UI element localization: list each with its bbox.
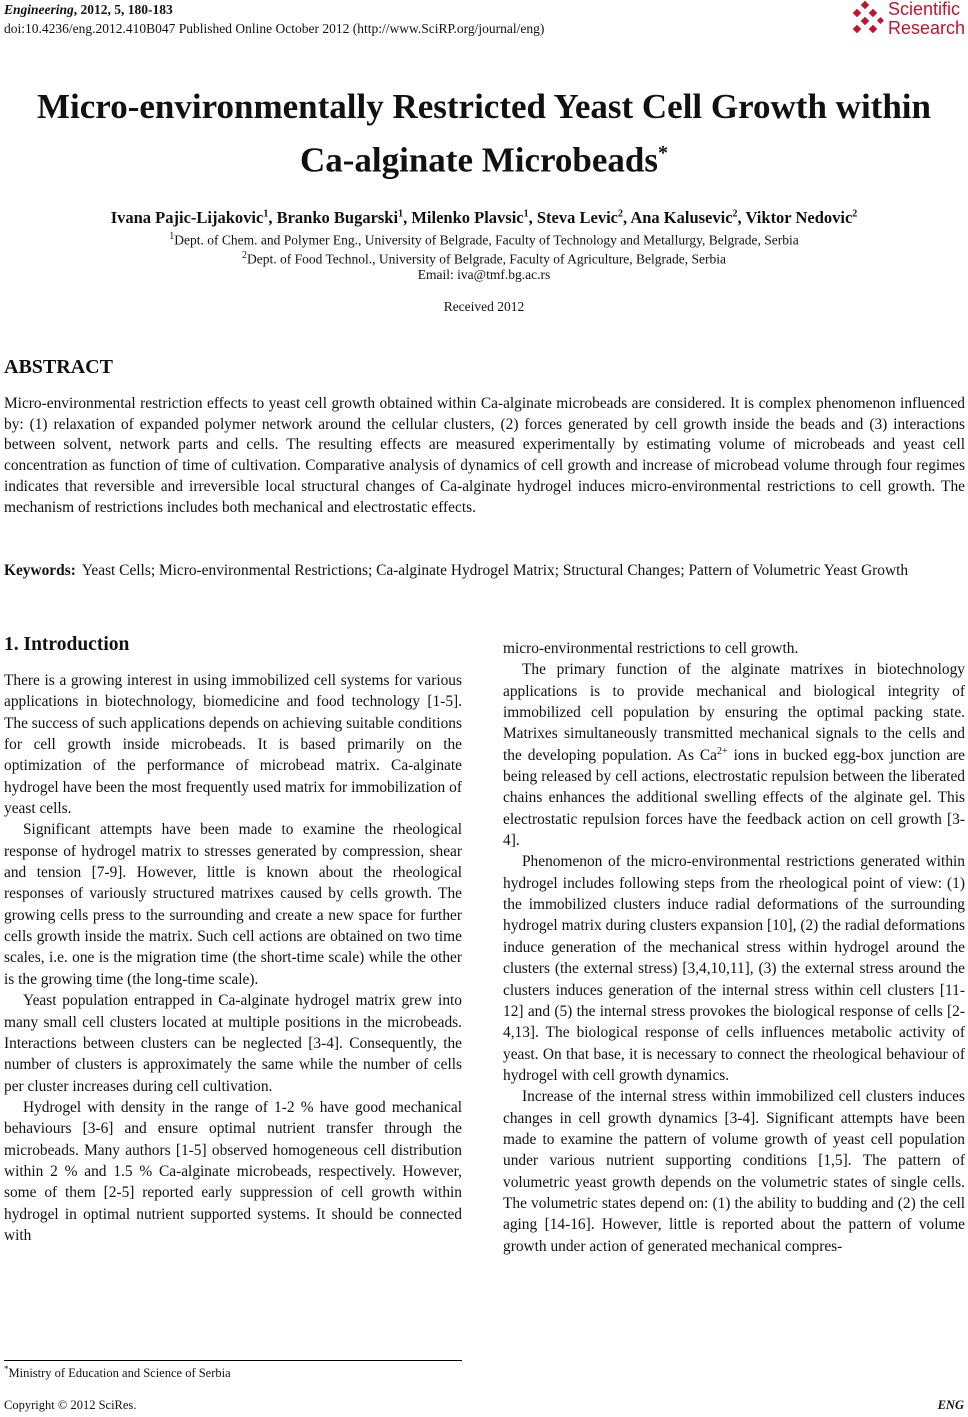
paragraph: Hydrogel with density in the range of 1-2 % have good mechanical behaviours [3-6] and ensure optimal nutrient transfer through the microbeads. Many authors [1-5] observed homogeneous cell distribution within 2 % and 1.5 % Ca-alginate microbeads, respectively. However, some of them [2-5] reported early suppression of cell growth within hydrogel in optimal nutrient supported systems. It should be connected with (4, 1098, 462, 1244)
author (746, 208, 858, 227)
author-affiliation-mark: 2 (617, 208, 623, 219)
journal-name: Engineering (4, 2, 74, 17)
paper-title (0, 84, 968, 184)
author-name: Ivana Pajic-Lijakovic (110, 207, 264, 227)
footnote-text: Ministry of Education and Science of Serbia (8, 1366, 231, 1381)
paragraph: micro-environmental restrictions to cell growth. (503, 640, 799, 657)
author-name: Steva Levic (536, 207, 618, 227)
author-separator: , (268, 207, 277, 227)
affiliation-text: Dept. of Food Technol., University of Belgrade, Faculty of Agriculture, Belgrade, Serbia (246, 251, 727, 267)
publisher-logo (848, 0, 968, 44)
journal-abbreviation: ENG (937, 1398, 964, 1412)
right-column (503, 638, 965, 1257)
doi-line: doi:10.4236/eng.2012.410B047 Published Online October 2012 (http://www.SciRP.org/journal/eng) (4, 21, 545, 36)
author-name: Viktor Nedovic (745, 207, 853, 227)
author (277, 208, 412, 227)
author-name: Milenko Plavsic (411, 207, 524, 227)
logo-line-2: Research (888, 18, 966, 38)
section-heading-introduction: 1. Introduction (4, 634, 130, 655)
author-affiliation-mark: 2 (732, 208, 738, 219)
author-name: Branko Bugarski (276, 207, 399, 227)
author-separator: , (737, 207, 746, 227)
copyright: Copyright © 2012 SciRes. (4, 1398, 137, 1412)
author (411, 208, 537, 227)
paragraph: Yeast population entrapped in Ca-alginate hydrogel matrix grew into many small cell clusters located at multiple positions in the microbeads. Interactions between clusters can be neglected [3-4]. Consequently, the number of clusters is approximately the same while the number of cells per cluster increases during cell cultivation. (4, 992, 462, 1095)
paragraph: Significant attempts have been made to examine the rheological response of hydrogel matrix to stresses generated by compression, shear and tension [7-9]. However, little is known about the rheological responses of variously structured matrixes caused by cells growth. The growing cells press to the surrounding and create a new space for further cells growth inside the matrix. Such cell actions are obtained on two time scales, i.e. one is the migration time (the short-time scale) while the other is the growing time (the long-time scale). (4, 821, 462, 988)
title-line-2-text: Ca-alginate Microbeads (299, 140, 659, 180)
keywords-label: Keywords: (4, 562, 76, 579)
logo-line-1: Scientific (888, 0, 961, 19)
affiliation-number: 1 (169, 231, 175, 242)
contact-email: Email: iva@tmf.bg.ac.rs (417, 267, 551, 282)
footnote-mark: * (4, 1364, 9, 1374)
logo-mark-icon (848, 0, 886, 38)
author-affiliation-mark: 1 (263, 208, 269, 219)
author-affiliation-mark: 1 (523, 208, 529, 219)
affiliation-text: Dept. of Chem. and Polymer Eng., University of Belgrade, Faculty of Technology and Metallurgy, Belgrade, Serbia (174, 232, 799, 248)
received-date: Received 2012 (443, 299, 525, 314)
keywords (4, 561, 965, 582)
author-name: Ana Kalusevic (630, 207, 733, 227)
abstract-heading: ABSTRACT (4, 356, 113, 378)
paragraph-text: The primary function of the alginate matrixes in biotechnology applications is to provide mechanical and biological integrity of immobilized cell population by ensuring the optimal packing state. Matrixes simultaneously transmitted mechanical signals to the cells and the developing population. As Ca (503, 661, 965, 764)
abstract-text: Micro-environmental restriction effects to yeast cell growth obtained within Ca-alginate microbeads are considered. It is complex phenomenon influenced by: (1) relaxation of expanded polymer network around the cellular clusters, (2) forces generated by cell growth inside the beads and (3) interactions between solvent, network parts and cells. The resulting effects are measured experimentally by estimating volume of microbeads and yeast cell concentration as function of time of cultivation. Comparative analysis of dynamics of cell growth and increase of microbead volume through four regimes indicates that reversible and irreversible local structural changes of Ca-alginate hydrogel induces micro-environmental restrictions to cell growth. The mechanism of restrictions includes both mechanical and electrostatic effects. (4, 395, 965, 516)
author-list (0, 203, 968, 229)
author-separator: , (403, 207, 412, 227)
paragraph: Increase of the internal stress within immobilized cell clusters induces changes in cell growth dynamics [3-4]. Significant attempts have been made to examine the pattern of volume growth of yeast cell population under various nutrient supporting conditions [1,5]. The pattern of volumetric yeast growth depends on the volumetric states of single cells. The volumetric states depend on: (1) the ability to budding and (2) the cell aging [14-16]. However, little is reported about the pattern of volume growth under action of generated mechanical compres- (503, 1088, 965, 1255)
paragraph-text: ions in bucked egg-box junction are being released by cell actions, electrostatic repulsion between the liberated chains enhances the additional swelling effects of the alginate gel. This electrostatic repulsion forces have the feedback action on cell growth [3-4]. (503, 746, 965, 850)
journal-citation (4, 0, 544, 19)
paragraph: There is a growing interest in using immobilized cell systems for various applications in biotechnology, biomedicine and food technology [1-5]. The success of such applications depends on achieving suitable conditions for cell growth inside microbeads. It is based primarily on the optimization of the performance of microbead matrix. Ca-alginate hydrogel have been the most frequently used matrix for immobilization of yeast cells. (4, 672, 462, 818)
running-header (4, 0, 544, 38)
author (111, 208, 277, 227)
ion-charge-superscript: 2+ (716, 745, 728, 757)
paragraph (503, 659, 965, 851)
logo-wordmark (888, 0, 965, 38)
title-footnote-mark: * (658, 142, 669, 164)
footnote-divider (4, 1360, 462, 1361)
author-affiliation-mark: 1 (398, 208, 404, 219)
author (537, 208, 630, 227)
left-column (4, 670, 462, 1246)
author-separator: , (622, 207, 631, 227)
footnote (4, 1364, 231, 1381)
author-affiliation-mark: 2 (852, 208, 858, 219)
paragraph: Phenomenon of the micro-environmental restrictions generated within hydrogel includes following steps from the rheological point of view: (1) the immobilized clusters induce radial deformations of the surrounding hydrogel matrix during clusters expansion [10], (2) the radial deformations induce generation of the mechanical stress within hydrogel around the clusters (the external stress) [3,4,10,11], (3) the external stress around the clusters induces generation of the internal stress within cell clusters [11-12] and (5) the internal stress provokes the biological response of cells [2-4,13]. The biological response of cells influences metabolic activity of yeast. On that base, it is necessary to connect the rheological behaviour of hydrogel with cell growth dynamics. (503, 853, 965, 1084)
affiliation-number: 2 (241, 250, 247, 261)
title-line-1: Micro-environmentally Restricted Yeast Cell Growth within (37, 87, 931, 126)
journal-volume-info: , 2012, 5, 180-183 (73, 2, 173, 17)
author (630, 208, 745, 227)
keywords-text: Yeast Cells; Micro-environmental Restrictions; Ca-alginate Hydrogel Matrix; Structural Changes; Pattern of Volumetric Yeast Growth (81, 562, 909, 579)
title-line-2 (0, 130, 968, 184)
author-separator: , (528, 207, 537, 227)
